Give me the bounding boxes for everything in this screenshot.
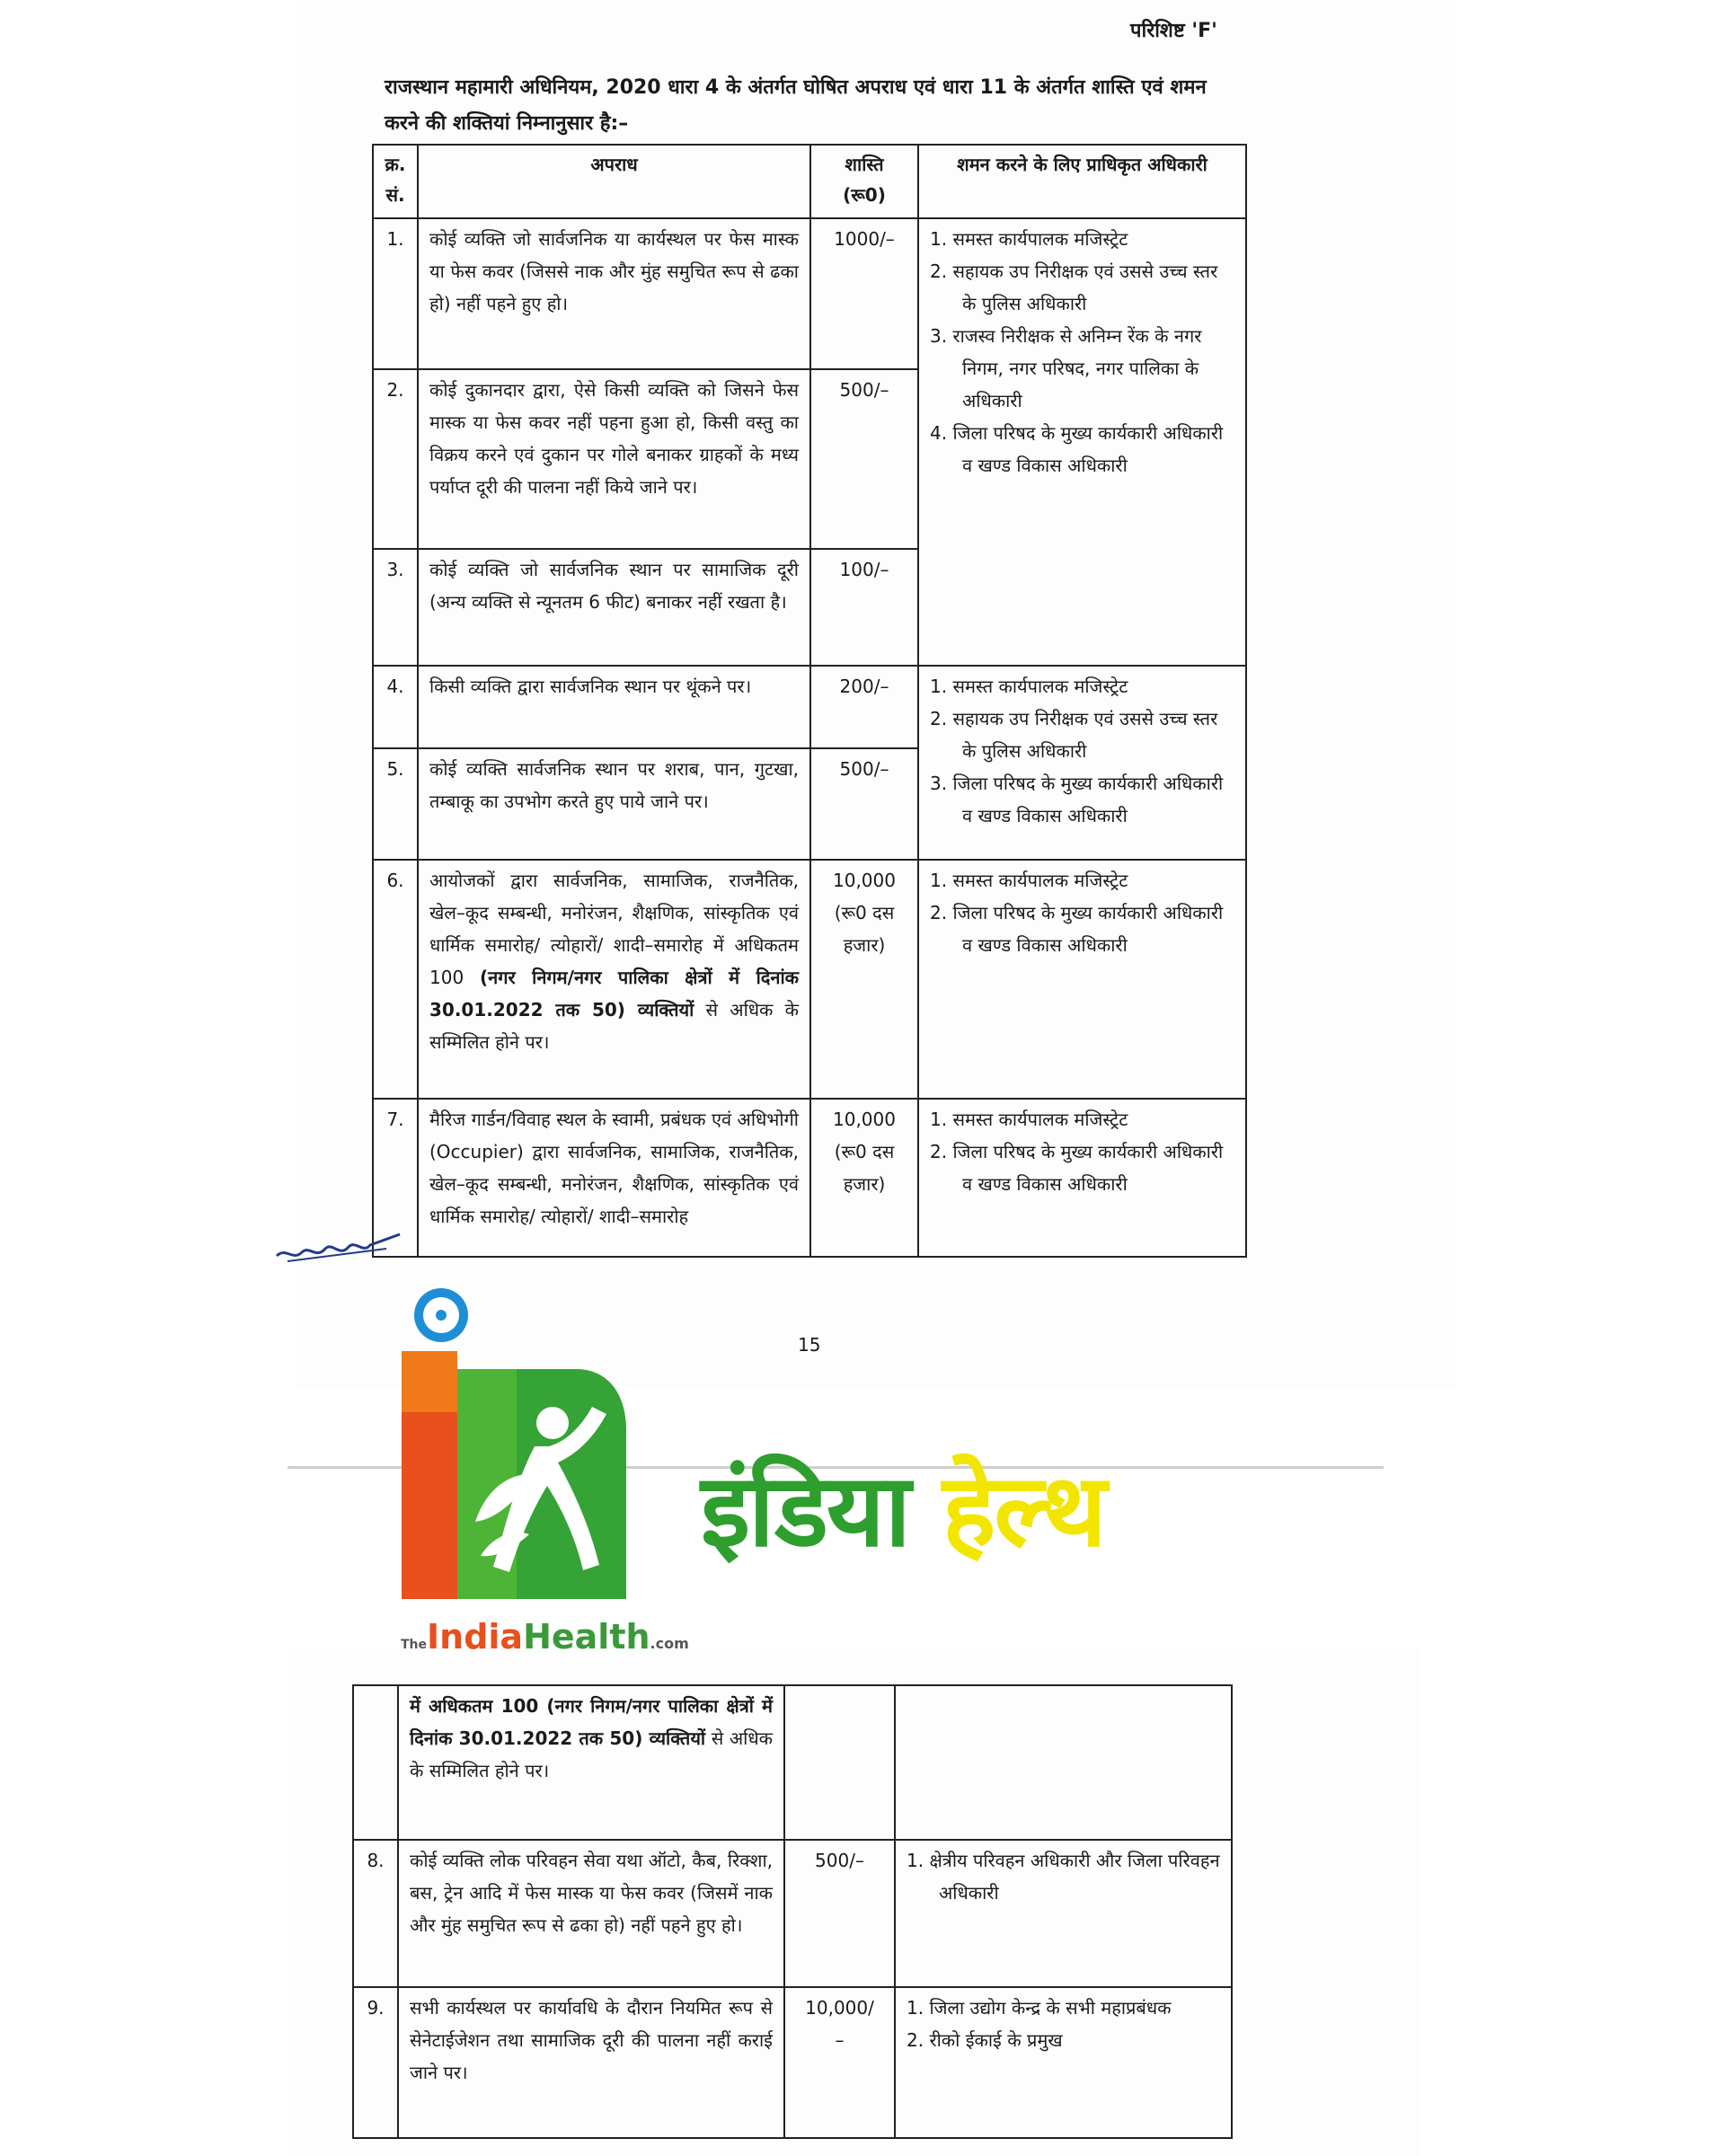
site-label [401, 1617, 689, 1657]
officer-item: 2. जिला परिषद के मुख्य कार्यकारी अधिकारी व खण्ड विकास अधिकारी [930, 902, 1224, 956]
officer-item: 2. सहायक उप निरीक्षक एवं उससे उच्च स्तर के पुलिस अधिकारी [930, 261, 1218, 314]
table-row [373, 666, 1246, 748]
row-sn: 9. [353, 1987, 398, 2138]
table-row [373, 860, 1246, 1099]
row-penalty: 1000/– [810, 218, 918, 369]
row-officers [895, 1987, 1232, 2138]
table-row [353, 1685, 1232, 1840]
authorized-officers-group-3 [918, 860, 1246, 1099]
officer-item: 1. समस्त कार्यपालक मजिस्ट्रेट [930, 1109, 1128, 1130]
brand-name-part1: इंडिया [701, 1453, 909, 1569]
officer-item: 2. रीको ईकाई के प्रमुख [907, 2029, 1063, 2051]
table-row [373, 1099, 1246, 1257]
row-sn: 1. [373, 218, 418, 369]
authorized-officers-group-2 [918, 666, 1246, 860]
row-penalty: 100/– [810, 549, 918, 666]
row-penalty: 10,000 (रू0 दस हजार) [810, 860, 918, 1099]
row-penalty: 500/– [784, 1840, 895, 1987]
row-offence: कोई व्यक्ति सार्वजनिक स्थान पर शराब, पान, गुटखा, तम्बाकू का उपभोग करते हुए पाये जाने पर। [418, 748, 810, 860]
row-offence: कोई व्यक्ति जो सार्वजनिक या कार्यस्थल पर फेस मास्क या फेस कवर (जिससे नाक और मुंह समुचित रूप से ढका हो) नहीं पहने हुए हो। [418, 218, 810, 369]
row-penalty: 10,000/ – [784, 1987, 895, 2138]
officer-item: 1. समस्त कार्यपालक मजिस्ट्रेट [930, 676, 1128, 697]
offence-text: आयोजकों द्वारा सार्वजनिक, सामाजिक, राजनैतिक, खेल–कूद सम्बन्धी, मनोरंजन, शैक्षणिक, सांस्कृतिक एवं धार्मिक समारोह/ त्योहारों/ शादी–समारोह में अधिकतम 100 [429, 870, 799, 988]
row-offence: मैरिज गार्डन/विवाह स्थल के स्वामी, प्रबंधक एवं अधिभोगी (Occupier) द्वारा सार्वजनिक, सामाजिक, राजनैतिक, खेल–कूद सम्बन्धी, मनोरंजन, शैक्षणिक, सांस्कृतिक एवं धार्मिक समारोह/ त्योहारों/ शादी–समारोह [418, 1099, 810, 1257]
handwritten-signature [270, 1222, 404, 1276]
row-offence [418, 860, 810, 1099]
offence-penalty-table [372, 144, 1247, 1258]
authorized-officers-group-4 [918, 1099, 1246, 1257]
officer-item: 1. क्षेत्रीय परिवहन अधिकारी और जिला परिवहन अधिकारी [907, 1850, 1220, 1904]
row-sn: 2. [373, 369, 418, 549]
appendix-label: परिशिष्ट 'F' [1130, 20, 1217, 42]
row-sn: 4. [373, 666, 418, 748]
site-label-health: Health [523, 1617, 650, 1657]
offence-text-bold: में अधिकतम 100 (नगर निगम/नगर पालिका क्षेत्रों में दिनांक 30.01.2022 तक 50) व्यक्तियों [410, 1695, 773, 1749]
row-offence: सभी कार्यस्थल पर कार्यावधि के दौरान नियमित रूप से सेनेटाईजेशन तथा सामाजिक दूरी की पालना नहीं कराई जाने पर। [398, 1987, 784, 2138]
officer-item: 3. राजस्व निरीक्षक से अनिम्न रेंक के नगर निगम, नगर परिषद, नगर पालिका के अधिकारी [930, 325, 1202, 411]
india-health-logo [400, 1286, 633, 1664]
officer-item: 3. जिला परिषद के मुख्य कार्यकारी अधिकारी व खण्ड विकास अधिकारी [930, 773, 1224, 826]
row-penalty [784, 1685, 895, 1840]
site-label-the: The [401, 1638, 428, 1652]
row-sn: 8. [353, 1840, 398, 1987]
row-penalty: 10,000 (रू0 दस हजार) [810, 1099, 918, 1257]
authorized-officers-group-1 [918, 218, 1246, 666]
header-officer: शमन करने के लिए प्राधिकृत अधिकारी [918, 145, 1246, 218]
table-header-row [373, 145, 1246, 218]
row-offence: कोई व्यक्ति जो सार्वजनिक स्थान पर सामाजिक दूरी (अन्य व्यक्ति से न्यूनतम 6 फीट) बनाकर नहीं रखता है। [418, 549, 810, 666]
row-sn: 7. [373, 1099, 418, 1257]
header-sn: क्र. सं. [373, 145, 418, 218]
table-row [373, 218, 1246, 369]
offence-text: से अधिक के सम्मिलित होने पर। [410, 1727, 773, 1781]
officer-item: 1. जिला उद्योग केन्द्र के सभी महाप्रबंधक [907, 1997, 1172, 2019]
offence-text: से अधिक के सम्मिलित होने पर। [429, 999, 799, 1053]
row-sn: 5. [373, 748, 418, 860]
site-label-india: India [427, 1617, 524, 1657]
officer-item: 2. जिला परिषद के मुख्य कार्यकारी अधिकारी व खण्ड विकास अधिकारी [930, 1141, 1224, 1195]
row-officers [895, 1840, 1232, 1987]
officer-item: 2. सहायक उप निरीक्षक एवं उससे उच्च स्तर के पुलिस अधिकारी [930, 708, 1218, 762]
row-offence: कोई दुकानदार द्वारा, ऐसे किसी व्यक्ति को जिसने फेस मास्क या फेस कवर नहीं पहना हुआ हो, किसी वस्तु का विक्रय करने एवं दुकान पर गोले बनाकर ग्राहकों के मध्य पर्याप्त दूरी की पालना नहीं किये जाने पर। [418, 369, 810, 549]
brand-name [701, 1437, 1105, 1575]
table-row [353, 1987, 1232, 2138]
row-offence [398, 1685, 784, 1840]
document-heading: राजस्थान महामारी अधिनियम, 2020 धारा 4 के अंतर्गत घोषित अपराध एवं धारा 11 के अंतर्गत शास्ति एवं शमन करने की शक्तियां निम्नानुसार है:– [385, 76, 1207, 135]
officer-item: 1. समस्त कार्यपालक मजिस्ट्रेट [930, 870, 1128, 891]
row-offence: किसी व्यक्ति द्वारा सार्वजनिक स्थान पर थूंकने पर। [418, 666, 810, 748]
page-number: 15 [798, 1334, 821, 1356]
table-row [353, 1840, 1232, 1987]
header-offence: अपराध [418, 145, 810, 218]
row-offence: कोई व्यक्ति लोक परिवहन सेवा यथा ऑटो, कैब, रिक्शा, बस, ट्रेन आदि में फेस मास्क या फेस कवर (जिसमें नाक और मुंह समुचित रूप से ढका हो) नहीं पहने हुए हो। [398, 1840, 784, 1987]
offence-penalty-table-continued [352, 1684, 1233, 2139]
row-sn [353, 1685, 398, 1840]
row-sn: 6. [373, 860, 418, 1099]
row-penalty: 200/– [810, 666, 918, 748]
header-penalty: शास्ति (रू0) [810, 145, 918, 218]
row-officers [895, 1685, 1232, 1840]
officer-item: 1. समस्त कार्यपालक मजिस्ट्रेट [930, 228, 1128, 250]
brand-name-part2: हेल्थ [942, 1453, 1105, 1569]
officer-item: 4. जिला परिषद के मुख्य कार्यकारी अधिकारी व खण्ड विकास अधिकारी [930, 422, 1224, 476]
row-sn: 3. [373, 549, 418, 666]
row-penalty: 500/– [810, 748, 918, 860]
row-penalty: 500/– [810, 369, 918, 549]
offence-text-bold: (नगर निगम/नगर पालिका क्षेत्रों में दिनांक 30.01.2022 तक 50) व्यक्तियों [429, 967, 800, 1021]
site-label-com: .com [650, 1635, 689, 1652]
